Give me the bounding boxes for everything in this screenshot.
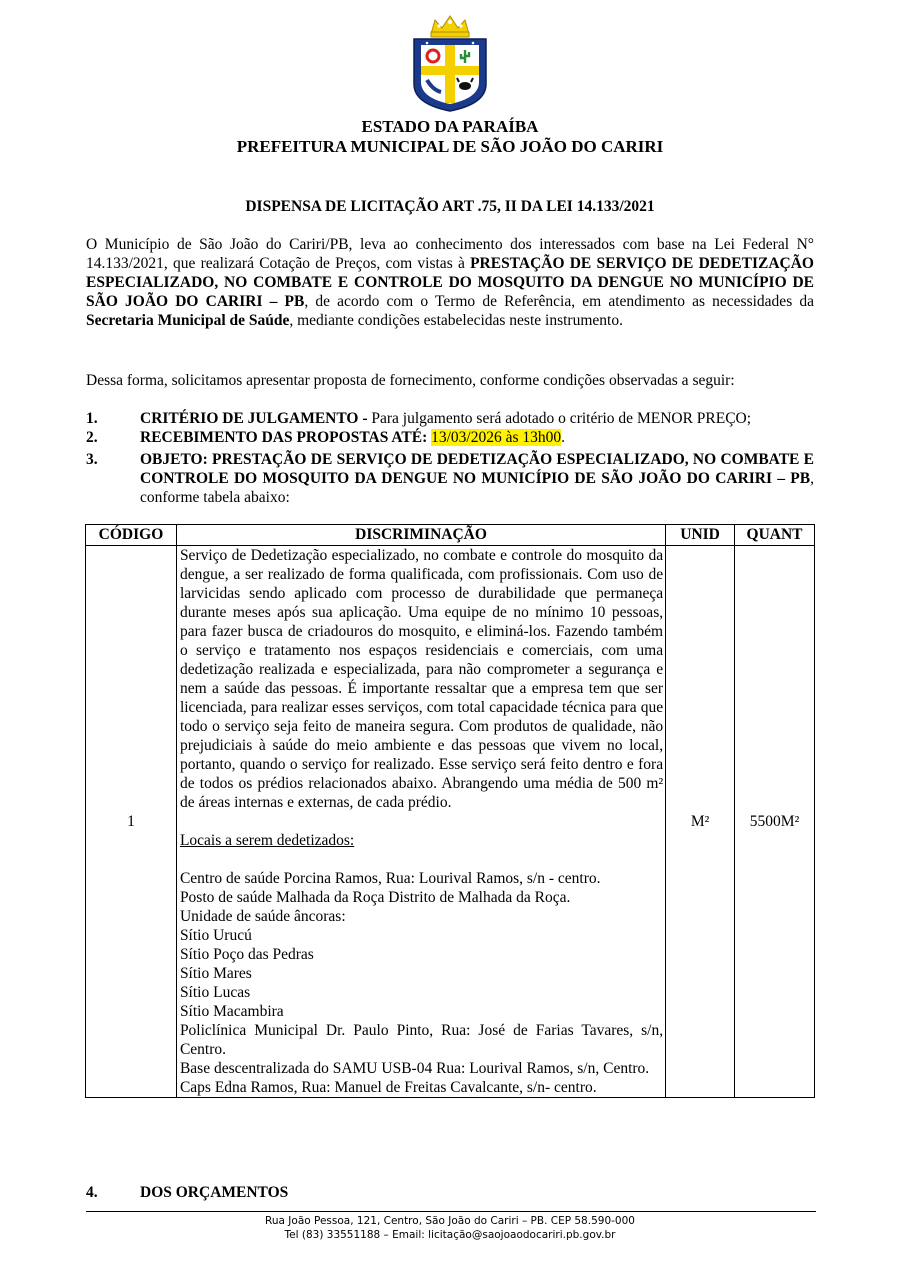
list-item-object: 3. OBJETO: PRESTAÇÃO DE SERVIÇO DE DEDETIZAÇÃO ESPECIALIZADO, NO COMBATE E CONTROLE DO MOSQUITO DA DENGUE NO MUNICÍPIO DE SÃO JOÃO DO CARIRI – PB, conforme tabela abaixo: [86,451,814,506]
municipal-coat-of-arms-icon [409,12,491,112]
location-item: Sítio Macambira [179,1003,284,1020]
location-item: Policlínica Municipal Dr. Paulo Pinto, Rua: José de Farias Tavares, s/n, Centro. [179,1022,664,1058]
list-item-criteria: 1. CRITÉRIO DE JULGAMENTO - Para julgamento será adotado o critério de MENOR PREÇO; [86,410,752,427]
location-item: Sítio Mares [179,965,252,982]
deadline-highlight: 13/03/2026 às 13h00 [431,429,562,446]
cell-unit: M² [666,546,735,1098]
location-item: Sítio Urucú [179,927,252,944]
list-number: 2. [86,429,98,446]
table-header-row [86,525,815,546]
cell-code: 1 [86,546,177,1098]
location-item: Posto de saúde Malhada da Roça Distrito de Malhada da Roça. [179,889,571,906]
header-unit: UNID [666,525,735,546]
cell-quantity: 5500M² [735,546,815,1098]
list-item-budgets: 4. DOS ORÇAMENTOS [86,1184,289,1201]
intro-paragraph: O Município de São João do Cariri/PB, leva ao conhecimento dos interessados com base na Lei Federal N° 14.133/2021, que realizará Cotação de Preços, com vistas à PRESTAÇÃO DE SERVIÇO DE DEDETIZAÇÃO ESPECIALIZADO, NO COMBATE E CONTROLE DO MOSQUITO DA DENGUE NO MUNICÍPIO DE SÃO JOÃO DO CARIRI – PB, de acordo com o Termo de Referência, em atendimento as necessidades da Secretaria Municipal de Saúde, mediante condições estabelecidas neste instrumento. [86,236,815,329]
cell-description [176,546,665,1098]
list-number: 4. [86,1184,98,1201]
list-number: 3. [86,451,98,468]
location-item: Caps Edna Ramos, Rua: Manuel de Freitas Cavalcante, s/n- centro. [179,1079,597,1096]
header-code: CÓDIGO [86,525,177,546]
items-table [85,524,815,1098]
footer-address: Rua João Pessoa, 121, Centro, São João do Cariri – PB. CEP 58.590-000 [265,1215,635,1227]
list-number: 1. [86,410,98,427]
table-row [86,546,815,1098]
service-description: Serviço de Dedetização especializado, no combate e controle do mosquito da dengue, a ser realizado de forma qualificada, com profissionais. Com uso de larvicidas sendo aplicado com processo de durabilidade que permaneça durante meses após sua aplicação. Uma equipe de no mínimo 10 pessoas, para fazer busca de criadouros do mosquito, e eliminá-los. Fazendo também o serviço e tratamento nos espaços residenciais e comerciais, com uma dedetização realizada e especializada, para não comprometer a segurança e nem a saúde das pessoas. É importante ressaltar que a empresa tem que ser licenciada, para realizar esses serviços, com total capacidade técnica para que todo o serviço seja feito de maneira segura. Com produtos de qualidade, não prejudiciais à saúde do meio ambiente e das pessoas que vivem no local, portanto, quando o serviço for realizado. Esse serviço será feito dentro e fora de todos os prédios relacionados abaixo. Abrangendo uma média de 500 m² de áreas internas e externas, de cada prédio. [179,547,664,811]
footer-contact: Tel (83) 33551188 – Email: licitação@saojoaodocariri.pb.gov.br [284,1229,616,1241]
list-item-deadline: 2. RECEBIMENTO DAS PROPOSTAS ATÉ: 13/03/2026 às 13h00. [86,429,566,446]
location-item: Sítio Lucas [179,984,251,1001]
locations-title: Locais a serem dedetizados: [179,832,355,849]
location-item: Sítio Poço das Pedras [179,946,314,963]
city-hall-heading: PREFEITURA MUNICIPAL DE SÃO JOÃO DO CARIRI [236,137,664,156]
location-item: Centro de saúde Porcina Ramos, Rua: Lourival Ramos, s/n - centro. [179,870,601,887]
header-quantity: QUANT [735,525,815,546]
footer-divider [86,1211,816,1212]
request-paragraph: Dessa forma, solicitamos apresentar proposta de fornecimento, conforme condições observadas a seguir: [86,372,735,389]
header-description: DISCRIMINAÇÃO [176,525,665,546]
location-item: Unidade de saúde âncoras: [179,908,346,925]
document-title: DISPENSA DE LICITAÇÃO ART .75, II DA LEI 14.133/2021 [245,198,655,215]
location-item: Base descentralizada do SAMU USB-04 Rua: Lourival Ramos, s/n, Centro. [179,1060,650,1077]
state-heading: ESTADO DA PARAÍBA [361,117,539,136]
